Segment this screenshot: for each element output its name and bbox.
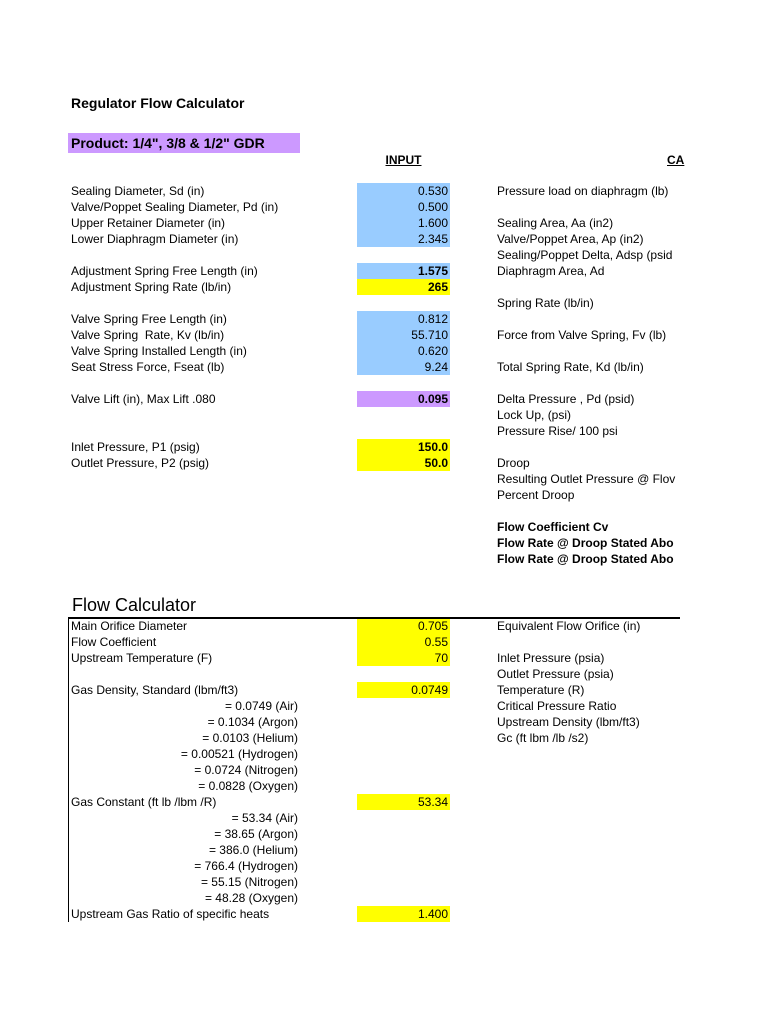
document-title: Regulator Flow Calculator [71,95,245,111]
table-row [0,231,768,247]
input-value-cell: 2.345 [357,231,450,247]
calculated-label: Force from Valve Spring, Fv (lb) [497,328,667,342]
gas-constant-option: = 38.65 (Argon) [214,827,298,841]
table-row [0,439,768,455]
calculated-label: Lock Up, (psi) [497,408,572,422]
input-label: Valve/Poppet Sealing Diameter, Pd (in) [71,200,279,214]
input-label: Upper Retainer Diameter (in) [71,216,226,230]
gas-constant-option: = 766.4 (Hydrogen) [194,859,298,873]
input-value-cell: 1.575 [357,263,450,279]
input-label: Flow Coefficient [71,635,157,649]
input-value-cell: 1.400 [357,906,450,922]
calculated-label: Sealing Area, Aa (in2) [497,216,614,230]
gas-density-option: = 0.0103 (Helium) [202,731,298,745]
table-row [0,874,768,890]
calculated-label: Valve/Poppet Area, Ap (in2) [497,232,644,246]
calculated-label: Droop [497,456,530,470]
blank-row [0,375,768,391]
calculated-label: Flow Rate @ Droop Stated Abo [497,552,674,566]
calculated-header-clip [497,152,685,168]
table-row [0,634,768,650]
table-row [0,327,768,343]
input-value-cell: 9.24 [357,359,450,375]
input-value-cell: 70 [357,650,450,666]
table-row [0,890,768,906]
input-label: Lower Diaphragm Diameter (in) [71,232,239,246]
blank-row [0,503,768,519]
table-row [0,487,768,503]
table-row [0,519,768,535]
input-label: Sealing Diameter, Sd (in) [71,184,205,198]
calculated-label: Upstream Density (lbm/ft3) [497,715,640,729]
input-value-cell: 0.705 [357,618,450,634]
calculated-label: Outlet Pressure (psia) [497,667,614,681]
table-row [0,762,768,778]
input-label: Adjustment Spring Rate (lb/in) [71,280,232,294]
table-row [0,906,768,922]
table-row [0,407,768,423]
calculated-label: Diaphragm Area, Ad [497,264,605,278]
table-row [0,698,768,714]
calculated-label: Sealing/Poppet Delta, Adsp (psid [497,248,673,262]
table-row [0,858,768,874]
gas-density-option: = 0.1034 (Argon) [207,715,298,729]
table-row [0,391,768,407]
input-label: Adjustment Spring Free Length (in) [71,264,258,278]
calculated-label: Gc (ft lbm /lb /s2) [497,731,589,745]
calculated-label: Temperature (R) [497,683,585,697]
input-label: Valve Spring Free Length (in) [71,312,227,326]
table-row [0,455,768,471]
section-divider [68,617,680,619]
table-row [0,730,768,746]
input-value-cell: 0.530 [357,183,450,199]
input-label: Valve Spring Installed Length (in) [71,344,247,358]
gas-density-option: = 0.00521 (Hydrogen) [180,747,298,761]
input-value-cell: 53.34 [357,794,450,810]
input-label: Gas Constant (ft lb /lbm /R) [71,795,217,809]
input-label: Upstream Gas Ratio of specific heats [71,907,270,921]
flow-calculator-section [0,618,768,922]
calculated-label: Pressure load on diaphragm (lb) [497,184,669,198]
table-row [0,279,768,295]
calculated-label: Resulting Outlet Pressure @ Flov [497,472,676,486]
regulator-section [0,183,768,567]
product-banner: Product: 1/4", 3/8 & 1/2" GDR [68,133,300,153]
input-label: Valve Lift (in), Max Lift .080 [71,392,216,406]
table-row [0,423,768,439]
table-row [0,842,768,858]
table-row [0,199,768,215]
flow-calculator-title: Flow Calculator [72,595,197,615]
table-row [0,618,768,634]
table-row [0,215,768,231]
calculated-label: Critical Pressure Ratio [497,699,617,713]
input-value-cell: 265 [357,279,450,295]
input-value-cell: 0.0749 [357,682,450,698]
table-row [0,650,768,666]
input-value-cell: 50.0 [357,455,450,471]
input-value-cell: 1.600 [357,215,450,231]
table-row [0,359,768,375]
calculated-label: Flow Rate @ Droop Stated Abo [497,536,674,550]
input-label: Main Orifice Diameter [71,619,188,633]
input-label: Gas Density, Standard (lbm/ft3) [71,683,239,697]
calculated-label: Delta Pressure , Pd (psid) [497,392,635,406]
input-label: Upstream Temperature (F) [71,651,213,665]
input-column-header: INPUT [385,153,422,167]
table-row [0,794,768,810]
gas-constant-option: = 48.28 (Oxygen) [204,891,298,905]
input-value-cell: 0.500 [357,199,450,215]
table-row [0,778,768,794]
input-label: Outlet Pressure, P2 (psig) [71,456,210,470]
calculated-label: Total Spring Rate, Kd (lb/in) [497,360,644,374]
table-row [0,295,768,311]
calculated-label: Pressure Rise/ 100 psi [497,424,618,438]
input-label: Seat Stress Force, Fseat (lb) [71,360,225,374]
table-row [0,183,768,199]
table-row [0,551,768,567]
input-value-cell: 0.812 [357,311,450,327]
calculated-label: Flow Coefficient Cv [497,520,609,534]
table-row [0,535,768,551]
gas-constant-option: = 53.34 (Air) [231,811,298,825]
section-left-border [68,618,69,922]
gas-density-option: = 0.0828 (Oxygen) [198,779,298,793]
gas-density-option: = 0.0749 (Air) [224,699,298,713]
table-row [0,311,768,327]
calculated-label: Percent Droop [497,488,575,502]
input-value-cell: 0.620 [357,343,450,359]
table-row [0,263,768,279]
input-value-cell: 0.095 [357,391,450,407]
table-row [0,826,768,842]
table-row [0,746,768,762]
table-row [0,666,768,682]
table-row [0,810,768,826]
calculated-label: Equivalent Flow Orifice (in) [497,619,641,633]
gas-constant-option: = 55.15 (Nitrogen) [200,875,298,889]
input-value-cell: 0.55 [357,634,450,650]
gas-density-option: = 0.0724 (Nitrogen) [194,763,298,777]
calculated-label: Inlet Pressure (psia) [497,651,605,665]
gas-constant-option: = 386.0 (Helium) [208,843,298,857]
table-row [0,247,768,263]
input-value-cell: 150.0 [357,439,450,455]
table-row [0,714,768,730]
table-row [0,343,768,359]
input-label: Inlet Pressure, P1 (psig) [71,440,200,454]
calculated-column-header: CA [667,153,685,167]
table-row [0,682,768,698]
input-value-cell: 55.710 [357,327,450,343]
calculated-label: Spring Rate (lb/in) [497,296,594,310]
table-row [0,471,768,487]
input-label: Valve Spring Rate, Kv (lb/in) [71,328,225,342]
